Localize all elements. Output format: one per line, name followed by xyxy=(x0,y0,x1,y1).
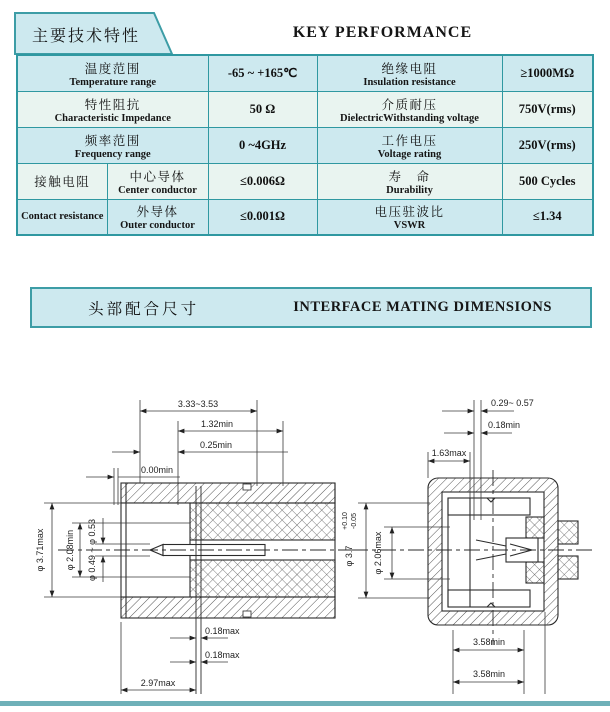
socket-insulator-bottom xyxy=(526,562,544,583)
dim-tolerance-minus: -0.05 xyxy=(351,513,358,529)
dim-label: φ 3.71max xyxy=(35,528,45,572)
dim-label: 3.58min xyxy=(472,637,506,647)
dim-label: 1.63max xyxy=(431,448,467,458)
param-cell: 寿 命 Durability xyxy=(317,163,502,199)
value-cell: ≤1.34 xyxy=(502,199,593,235)
param-cell: 工作电压 Voltage rating xyxy=(317,127,502,163)
jack-cross-section xyxy=(352,470,595,645)
value-cell: ≤0.001Ω xyxy=(208,199,317,235)
jack-dielectric-right-bottom xyxy=(558,556,578,579)
param-cell: 中心导体 Center conductor xyxy=(107,163,208,199)
dim-label: 1.32min xyxy=(200,419,234,429)
dim-label: 0.18min xyxy=(488,420,521,430)
dim-label: φ 2.08min xyxy=(65,529,75,571)
tab-shape xyxy=(14,11,184,57)
dim-label: 3.33~3.53 xyxy=(177,399,219,409)
interface-mating-banner xyxy=(30,287,592,328)
value-cell: -65 ~ +165℃ xyxy=(208,55,317,91)
group-cell: Contact resistance xyxy=(17,199,107,235)
dim-label: 0.18max xyxy=(205,626,240,636)
plug-dielectric-top xyxy=(190,503,335,540)
dim-label: φ 3.7 xyxy=(344,545,354,567)
dim-label: 0.25min xyxy=(199,440,233,450)
dim-label: 0.29~ 0.57 xyxy=(491,398,534,408)
plug-shell-bottom xyxy=(121,597,335,618)
group-cell: 接触电阻 xyxy=(17,163,107,199)
dim-label: 2.97max xyxy=(140,678,176,688)
value-cell: 250V(rms) xyxy=(502,127,593,163)
value-cell: 50 Ω xyxy=(208,91,317,127)
table-row xyxy=(17,199,593,235)
table-row xyxy=(17,55,593,91)
banner-title-en: INTERFACE MATING DIMENSIONS xyxy=(293,299,552,315)
param-cell: 外导体 Outer conductor xyxy=(107,199,208,235)
param-cell: 温度范围 Temperature range xyxy=(17,55,208,91)
param-cell: 介质耐压 DielectricWithstanding voltage xyxy=(317,91,502,127)
socket-insulator-top xyxy=(526,517,544,538)
value-cell: 0 ~4GHz xyxy=(208,127,317,163)
dim-label: φ 0.49 ~ φ 0.53 xyxy=(87,519,97,581)
param-cell: 频率范围 Frequency range xyxy=(17,127,208,163)
table-row xyxy=(17,163,593,199)
table-row xyxy=(17,127,593,163)
tab-title-cn: 主要技术特性 xyxy=(31,28,141,45)
plug-dielectric-bottom xyxy=(190,560,335,597)
dim-label: φ 2.06max xyxy=(373,531,383,575)
dim-label: 3.58min xyxy=(472,669,506,679)
key-performance-tab xyxy=(14,11,184,57)
footer-accent-bar xyxy=(0,701,610,706)
dim-tolerance-plus: +0.10 xyxy=(342,512,349,530)
dim-label: 0.00min xyxy=(140,465,174,475)
param-cell: 电压驻波比 VSWR xyxy=(317,199,502,235)
dim-label: 0.18max xyxy=(205,650,240,660)
value-cell: ≤0.006Ω xyxy=(208,163,317,199)
table-row xyxy=(17,91,593,127)
banner-title-cn: 头部配合尺寸 xyxy=(88,300,200,318)
param-cell: 特性阻抗 Characteristic Impedance xyxy=(17,91,208,127)
interface-drawings xyxy=(0,380,610,702)
jack-dielectric-right-top xyxy=(558,521,578,544)
value-cell: 750V(rms) xyxy=(502,91,593,127)
param-cell: 绝缘电阻 Insulation resistance xyxy=(317,55,502,91)
plug-shell-top xyxy=(121,483,335,503)
key-performance-table xyxy=(16,54,594,236)
value-cell: 500 Cycles xyxy=(502,163,593,199)
value-cell: ≥1000MΩ xyxy=(502,55,593,91)
page-title: KEY PERFORMANCE xyxy=(292,24,473,41)
